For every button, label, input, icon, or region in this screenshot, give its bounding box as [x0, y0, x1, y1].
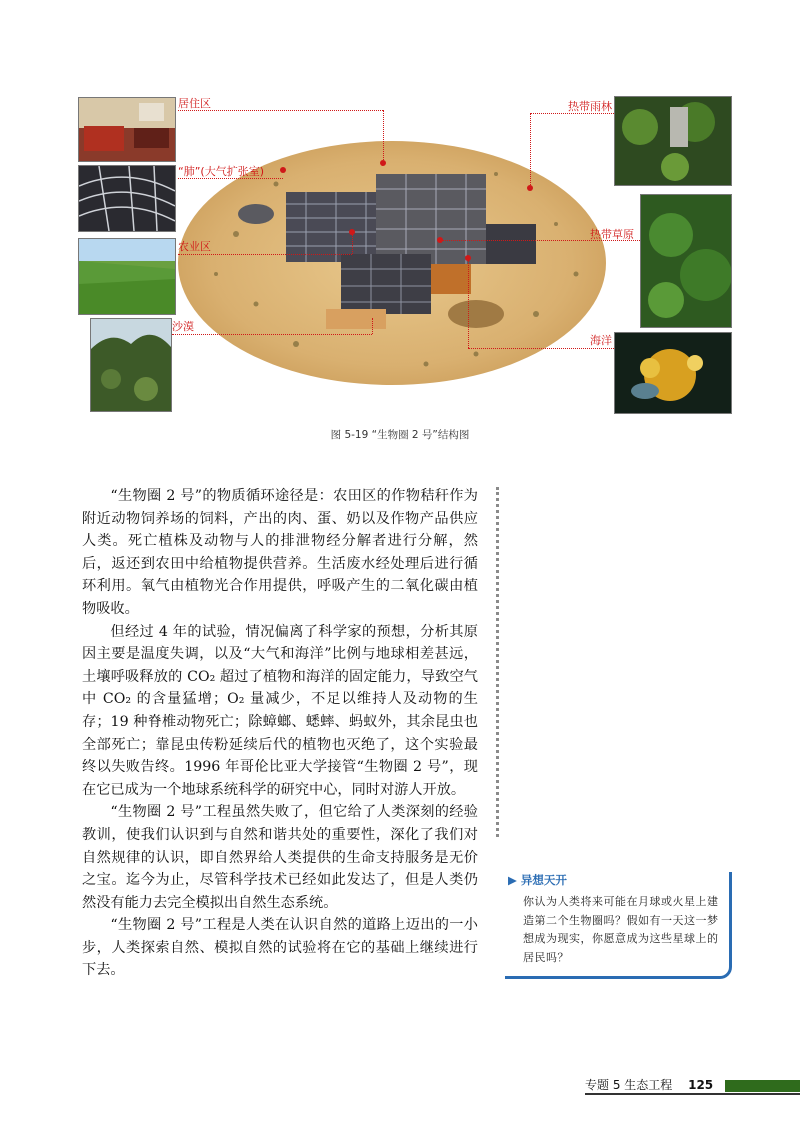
marker-lung — [280, 167, 286, 173]
label-rainforest: 热带雨林 — [568, 100, 612, 113]
marker-agriculture — [349, 229, 355, 235]
lung-photo — [78, 165, 176, 232]
leader-desert — [172, 334, 372, 335]
page-number: 125 — [688, 1078, 714, 1092]
footer-rule — [585, 1093, 800, 1095]
savanna-photo — [640, 194, 732, 328]
label-residential: 居住区 — [178, 97, 211, 110]
leader-agriculture-up — [352, 232, 353, 254]
sidebar-title — [508, 872, 567, 888]
paragraph: “生物圈 2 号”工程虽然失败了，但它给了人类深刻的经验教训，使我们认识到与自然和谐共处的重要性，深化了我们对自然规律的认识，即自然界给人类提供的生命支持服务是无价之宝。迄今为止，尽管科学技术已经如此发达了，但是人类仍然没有能力去完全模拟出自然生态系统。 — [82, 804, 478, 911]
leader-rainforest — [530, 113, 614, 114]
sidebar-text: 你认为人类将来可能在月球或火星上建造第二个生物圈吗？假如有一天这一梦想成为现实，你愿意成为这些星球上的居民吗？ — [523, 895, 719, 964]
marker-rainforest — [527, 185, 533, 191]
leader-ocean — [468, 348, 614, 349]
marker-ocean — [465, 255, 471, 261]
leader-residential — [178, 110, 383, 111]
leader-savanna — [440, 240, 640, 241]
footer-green-bar — [725, 1080, 800, 1092]
biosphere-aerial-photo — [176, 114, 608, 412]
margin-separator — [496, 487, 499, 837]
rainforest-photo — [614, 96, 732, 186]
leader-desert-up — [372, 318, 373, 334]
agriculture-photo — [78, 238, 176, 315]
footer-topic: 专题 5 生态工程 — [585, 1078, 673, 1092]
paragraph: “生物圈 2 号”工程是人类在认识自然的道路上迈出的一小步，人类探索自然、模拟自然的试验将在它的基础上继续进行下去。 — [82, 917, 478, 979]
label-desert: 沙漠 — [172, 320, 194, 333]
leader-lung — [178, 178, 283, 179]
leader-ocean-up — [468, 258, 469, 348]
leader-residential-down — [383, 110, 384, 162]
label-lung: “肺”(大气扩张室) — [178, 165, 264, 178]
arrow-icon: ▶ — [508, 873, 517, 887]
paragraph: 但经过 4 年的试验，情况偏离了科学家的预想，分析其原因主要是温度失调，以及“大气和海洋”比例与地球相差甚远，土壤呼吸释放的 CO₂ 超过了植物和海洋的固定能力，导致空气中 CO₂ 的含量猛增；O₂ 量减少，不足以维持人及动物的生存；19 种脊椎动物死亡；除蟑螂、蟋蟀、蚂蚁外，其余昆虫也全部死亡；靠昆虫传粉延续后代的植物也灭绝了，这个实验最终以失败告终。1996 年哥伦比亚大学接管“生物圈 2 号”，现在它已成为一个地球系统科学的研究中心，同时对游人开放。 — [82, 623, 478, 798]
label-savanna: 热带草原 — [590, 228, 634, 241]
label-agriculture: 农业区 — [178, 240, 211, 253]
footer — [585, 1076, 713, 1093]
paragraph: “生物圈 2 号”的物质循环途径是：农田区的作物秸秆作为附近动物饲养场的饲料，产出的肉、蛋、奶以及作物产品供应人类。死亡植株及动物与人的排泄物经分解者进行分解，然后，返还到农田中给植物提供营养。生活废水经处理后进行循环利用。氧气由植物光合作用提供，呼吸产生的二氧化碳由植物吸收。 — [82, 488, 478, 617]
leader-rainforest-down — [530, 113, 531, 187]
ocean-photo — [614, 332, 732, 414]
main-text — [82, 485, 478, 982]
marker-residential — [380, 160, 386, 166]
leader-agriculture — [178, 254, 352, 255]
label-ocean: 海洋 — [590, 334, 612, 347]
sidebar-title-text: 异想天开 — [520, 873, 567, 887]
marker-savanna — [437, 237, 443, 243]
figure-caption: 图 5-19 “生物圈 2 号”结构图 — [330, 429, 470, 441]
desert-photo — [90, 318, 172, 412]
residential-photo — [78, 97, 176, 162]
